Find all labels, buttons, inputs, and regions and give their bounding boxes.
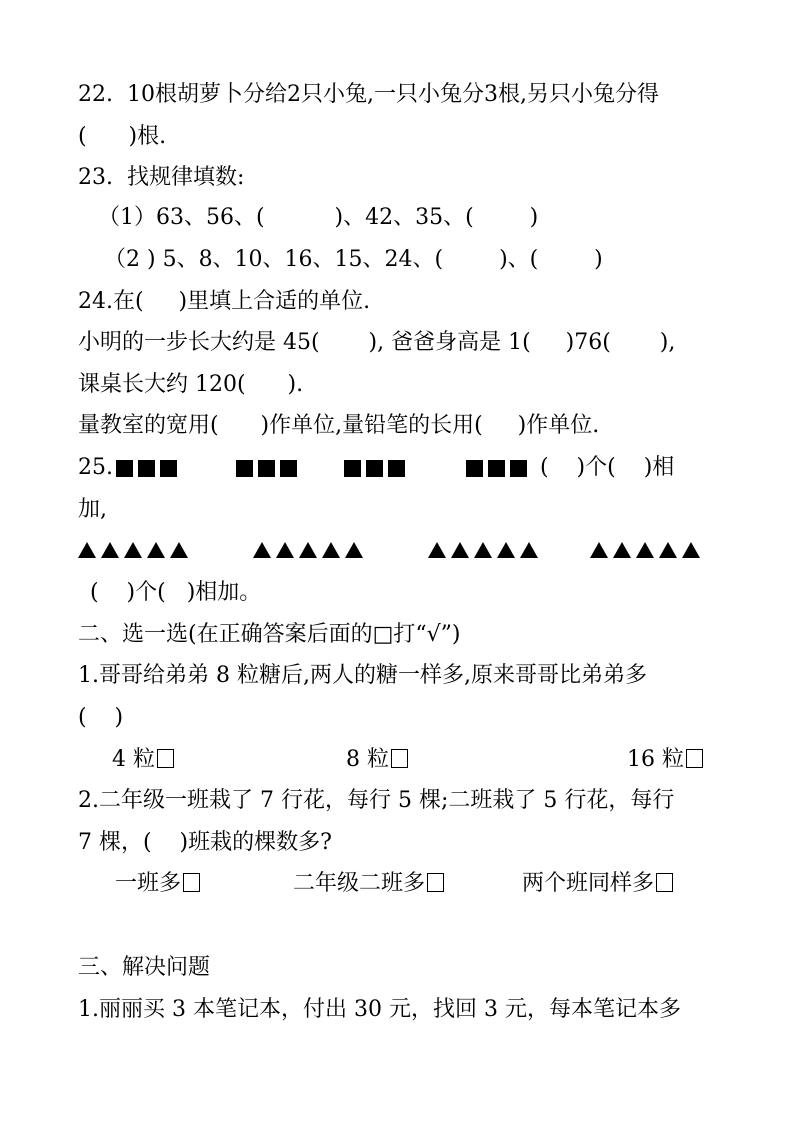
q22-line2: ( )根. <box>78 124 167 149</box>
s2-q1-option-a[interactable]: 4 粒 <box>112 745 174 775</box>
s2-q2-option-b[interactable]: 二年级二班多 <box>293 869 444 899</box>
filled-square-icon <box>344 460 361 477</box>
filled-triangle-icon <box>682 542 700 558</box>
filled-triangle-icon <box>474 542 492 558</box>
filled-triangle-icon <box>659 542 677 558</box>
filled-square-icon <box>366 460 383 477</box>
square-group <box>116 460 182 477</box>
filled-triangle-icon <box>451 542 469 558</box>
filled-square-icon <box>510 460 527 477</box>
filled-triangle-icon <box>299 542 317 558</box>
q23-part2: （2 ) 5、8、10、16、15、24、( )、( ) <box>104 247 603 272</box>
square-group <box>344 460 410 477</box>
filled-square-icon <box>160 460 177 477</box>
s2-q1-option-b[interactable]: 8 粒 <box>346 745 408 775</box>
q24-line2: 课桌长大约 120( ). <box>78 372 304 397</box>
filled-triangle-icon <box>253 542 271 558</box>
s2-q1-line1: 1.哥哥给弟弟 8 粒糖后,两人的糖一样多,原来哥哥比弟弟多 <box>78 663 647 688</box>
checkbox[interactable] <box>183 873 200 892</box>
q25-prefix: 25. <box>78 455 113 480</box>
filled-square-icon <box>116 460 133 477</box>
filled-triangle-icon <box>124 542 142 558</box>
q25-text2: 加, <box>78 497 107 522</box>
q25-text1: ( )个( )相 <box>540 455 675 480</box>
filled-square-icon <box>488 460 505 477</box>
q24-line1: 小明的一步长大约是 45( ), 爸爸身高是 1( )76( ), <box>78 330 676 355</box>
checkbox[interactable] <box>656 873 673 892</box>
filled-triangle-icon <box>520 542 538 558</box>
filled-triangle-icon <box>613 542 631 558</box>
q24-title: 24.在( )里填上合适的单位. <box>78 289 371 314</box>
triangle-group <box>428 542 543 558</box>
triangle-group <box>590 542 705 558</box>
filled-triangle-icon <box>428 542 446 558</box>
q23-title: 23. 找规律填数: <box>78 165 245 190</box>
filled-triangle-icon <box>497 542 515 558</box>
filled-triangle-icon <box>147 542 165 558</box>
filled-square-icon <box>466 460 483 477</box>
filled-triangle-icon <box>345 542 363 558</box>
checkbox[interactable] <box>427 873 444 892</box>
filled-square-icon <box>138 460 155 477</box>
q24-line3: 量教室的宽用( )作单位,量铅笔的长用( )作单位. <box>78 413 600 438</box>
section3-title: 三、解决问题 <box>78 955 211 980</box>
filled-square-icon <box>258 460 275 477</box>
filled-square-icon <box>388 460 405 477</box>
filled-triangle-icon <box>636 542 654 558</box>
checkbox[interactable] <box>391 749 408 768</box>
s2-q2-option-c[interactable]: 两个班同样多 <box>522 869 673 899</box>
filled-square-icon <box>280 460 297 477</box>
s2-q1-line2: ( ) <box>78 705 124 730</box>
filled-triangle-icon <box>322 542 340 558</box>
s2-q2-option-a[interactable]: 一班多 <box>115 869 200 899</box>
s2-q2-line1: 2.二年级一班栽了 7 行花，每行 5 棵;二班栽了 5 行花，每行 <box>78 788 675 813</box>
filled-triangle-icon <box>101 542 119 558</box>
filled-triangle-icon <box>170 542 188 558</box>
section2-title: 二、选一选(在正确答案后面的□打“√”) <box>78 622 461 647</box>
filled-triangle-icon <box>276 542 294 558</box>
q23-part1: （1）63、56、( )、42、35、( ) <box>98 205 539 230</box>
filled-square-icon <box>236 460 253 477</box>
s2-q1-option-c[interactable]: 16 粒 <box>627 745 703 775</box>
checkbox[interactable] <box>686 749 703 768</box>
s2-q2-line2: 7 棵，( )班栽的棵数多? <box>78 830 332 855</box>
square-group <box>466 460 532 477</box>
q25-text3: ( )个( )相加。 <box>90 580 262 605</box>
q22-line1: 22. 10根胡萝卜分给2只小兔,一只小兔分3根,另只小兔分得 <box>78 82 659 107</box>
filled-triangle-icon <box>78 542 96 558</box>
filled-triangle-icon <box>590 542 608 558</box>
checkbox[interactable] <box>157 749 174 768</box>
square-group <box>236 460 302 477</box>
triangle-group <box>253 542 368 558</box>
s3-q1: 1.丽丽买 3 本笔记本，付出 30 元，找回 3 元，每本笔记本多 <box>78 997 681 1022</box>
triangle-group <box>78 542 193 558</box>
